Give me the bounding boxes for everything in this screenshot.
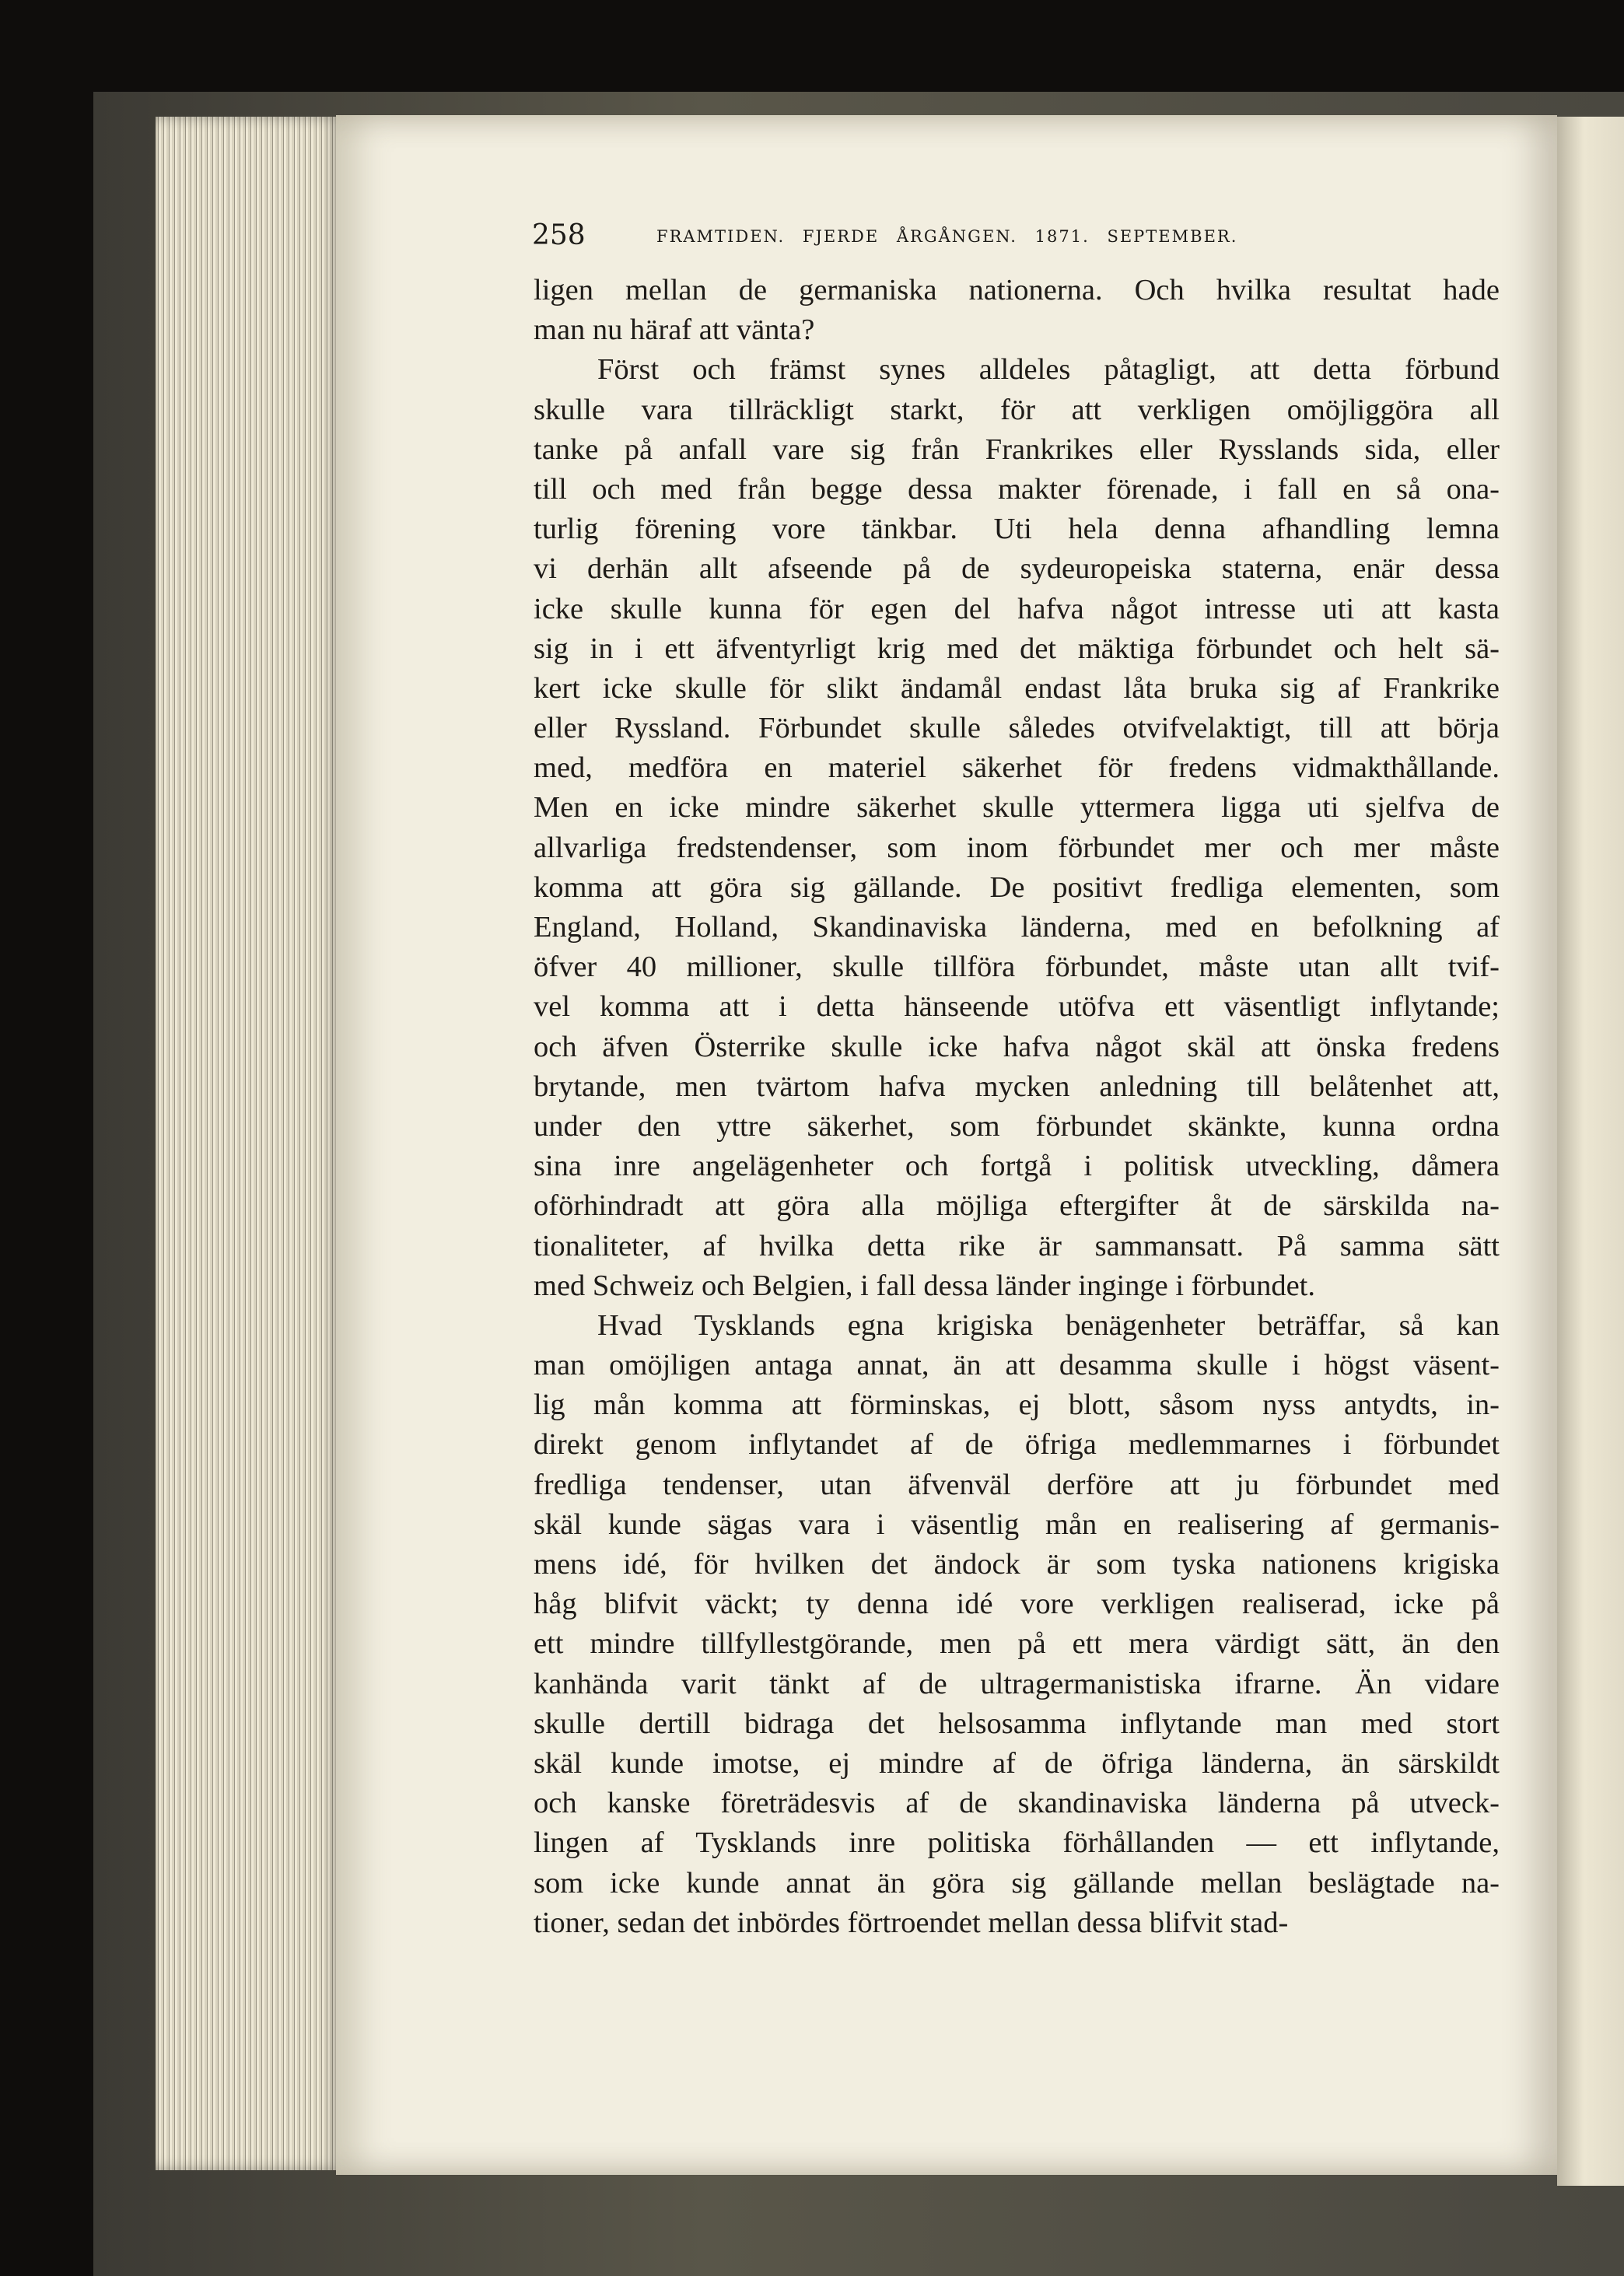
page-number: 258 [532, 219, 586, 251]
text-line: Först och främst synes alldeles påtagligt, att detta förbund [597, 353, 1500, 387]
text-line: till och med från begge dessa makter förenade, i fall en så ona- [534, 472, 1500, 506]
text-line: man nu häraf att vänta? [534, 313, 815, 347]
text-line: lingen af Tysklands inre politiska förhållanden — ett inflytande, [534, 1826, 1500, 1860]
text-line: oförhindradt att göra alla möjliga eftergifter åt de särskilda na- [534, 1189, 1500, 1223]
text-line: håg blifvit väckt; ty denna idé vore verkligen realiserad, icke på [534, 1588, 1500, 1621]
text-line: komma att göra sig gällande. De positivt fredliga elementen, som [534, 870, 1500, 904]
text-line: England, Holland, Skandinaviska länderna, med en befolkning af [534, 911, 1500, 944]
body-text [534, 271, 1500, 1943]
text-line: sig in i ett äfventyrligt krig med det mäktiga förbundet och helt sä- [534, 632, 1500, 665]
text-line: som icke kunde annat än göra sig gällande mellan beslägtade na- [534, 1866, 1500, 1900]
text-line: fredliga tendenser, utan äfvenväl derföre att ju förbundet med [534, 1468, 1500, 1501]
text-line: och kanske företrädesvis af de skandinaviska länderna på utveck- [534, 1787, 1500, 1820]
text-line: vel komma att i detta hänseende utöfva ett väsentligt inflytande; [534, 990, 1500, 1024]
facing-page-edge [1557, 117, 1624, 2186]
text-line: ligen mellan de germaniska nationerna. Och hvilka resultat hade [534, 274, 1500, 306]
text-line: med Schweiz och Belgien, i fall dessa länder inginge i förbundet. [534, 1269, 1315, 1302]
text-line: brytande, men tvärtom hafva mycken anledning till belåtenhet att, [534, 1070, 1500, 1103]
text-line: skäl kunde sägas vara i väsentlig mån en realisering af germanis- [534, 1507, 1500, 1541]
text-line: kert icke skulle för slikt ändamål endast låta bruka sig af Frankrike [534, 671, 1500, 705]
text-line: under den yttre säkerhet, som förbundet skänkte, kunna ordna [534, 1109, 1500, 1143]
text-line: icke skulle kunna för egen del hafva något intresse uti att kasta [534, 592, 1500, 625]
text-line: kanhända varit tänkt af de ultragermanistiska ifrarne. Än vidare [534, 1667, 1500, 1700]
text-line: Hvad Tysklands egna krigiska benägenheter beträffar, så kan [597, 1308, 1500, 1342]
text-line: direkt genom inflytandet af de öfriga medlemmarnes i förbundet [534, 1428, 1500, 1462]
text-line: vi derhän allt afseende på de sydeuropeiska staterna, enär dessa [534, 552, 1500, 586]
text-line: skäl kunde imotse, ej mindre af de öfriga länderna, än särskildt [534, 1746, 1500, 1780]
text-line: tanke på anfall vare sig från Frankrikes eller Rysslands sida, eller [534, 432, 1500, 466]
text-line: skulle vara tillräckligt starkt, för att verkligen omöjliggöra all [534, 393, 1500, 426]
text-line: man omöjligen antaga annat, än att desamma skulle i högst väsent- [534, 1349, 1500, 1382]
text-line: lig mån komma att förminskas, ej blott, såsom nyss antydts, in- [534, 1388, 1500, 1422]
text-line: öfver 40 millioner, skulle tillföra förbundet, måste utan allt tvif- [534, 951, 1500, 984]
text-line: allvarliga fredstendenser, som inom förbundet mer och mer måste [534, 831, 1500, 864]
text-line: skulle dertill bidraga det helsosamma inflytande man med stort [534, 1707, 1500, 1740]
text-line: tionaliteter, af hvilka detta rike är sammansatt. På samma sätt [534, 1229, 1500, 1262]
running-title: FRAMTIDEN. FJERDE ÅRGÅNGEN. 1871. SEPTEMBER. [656, 227, 1238, 246]
page-stack-edge [156, 117, 342, 2170]
text-line: tioner, sedan det inbördes förtroendet mellan dessa blifvit stad- [534, 1906, 1289, 1939]
text-line: Men en icke mindre säkerhet skulle yttermera ligga uti sjelfva de [534, 791, 1500, 825]
text-line: sina inre angelägenheter och fortgå i politisk utveckling, dåmera [534, 1150, 1500, 1183]
text-line: mens idé, för hvilken det ändock är som tyska nationens krigiska [534, 1548, 1500, 1581]
text-line: och äfven Österrike skulle icke hafva något skäl att önska fredens [534, 1030, 1500, 1063]
text-line: ett mindre tillfyllestgörande, men på ett mera värdigt sätt, än den [534, 1627, 1500, 1661]
text-line: med, medföra en materiel säkerhet för fredens vidmakthållande. [534, 751, 1500, 785]
running-header [532, 216, 1369, 255]
text-line: turlig förening vore tänkbar. Uti hela denna afhandling lemna [534, 513, 1500, 546]
text-line: eller Ryssland. Förbundet skulle således otvifvelaktigt, till att börja [534, 712, 1500, 745]
